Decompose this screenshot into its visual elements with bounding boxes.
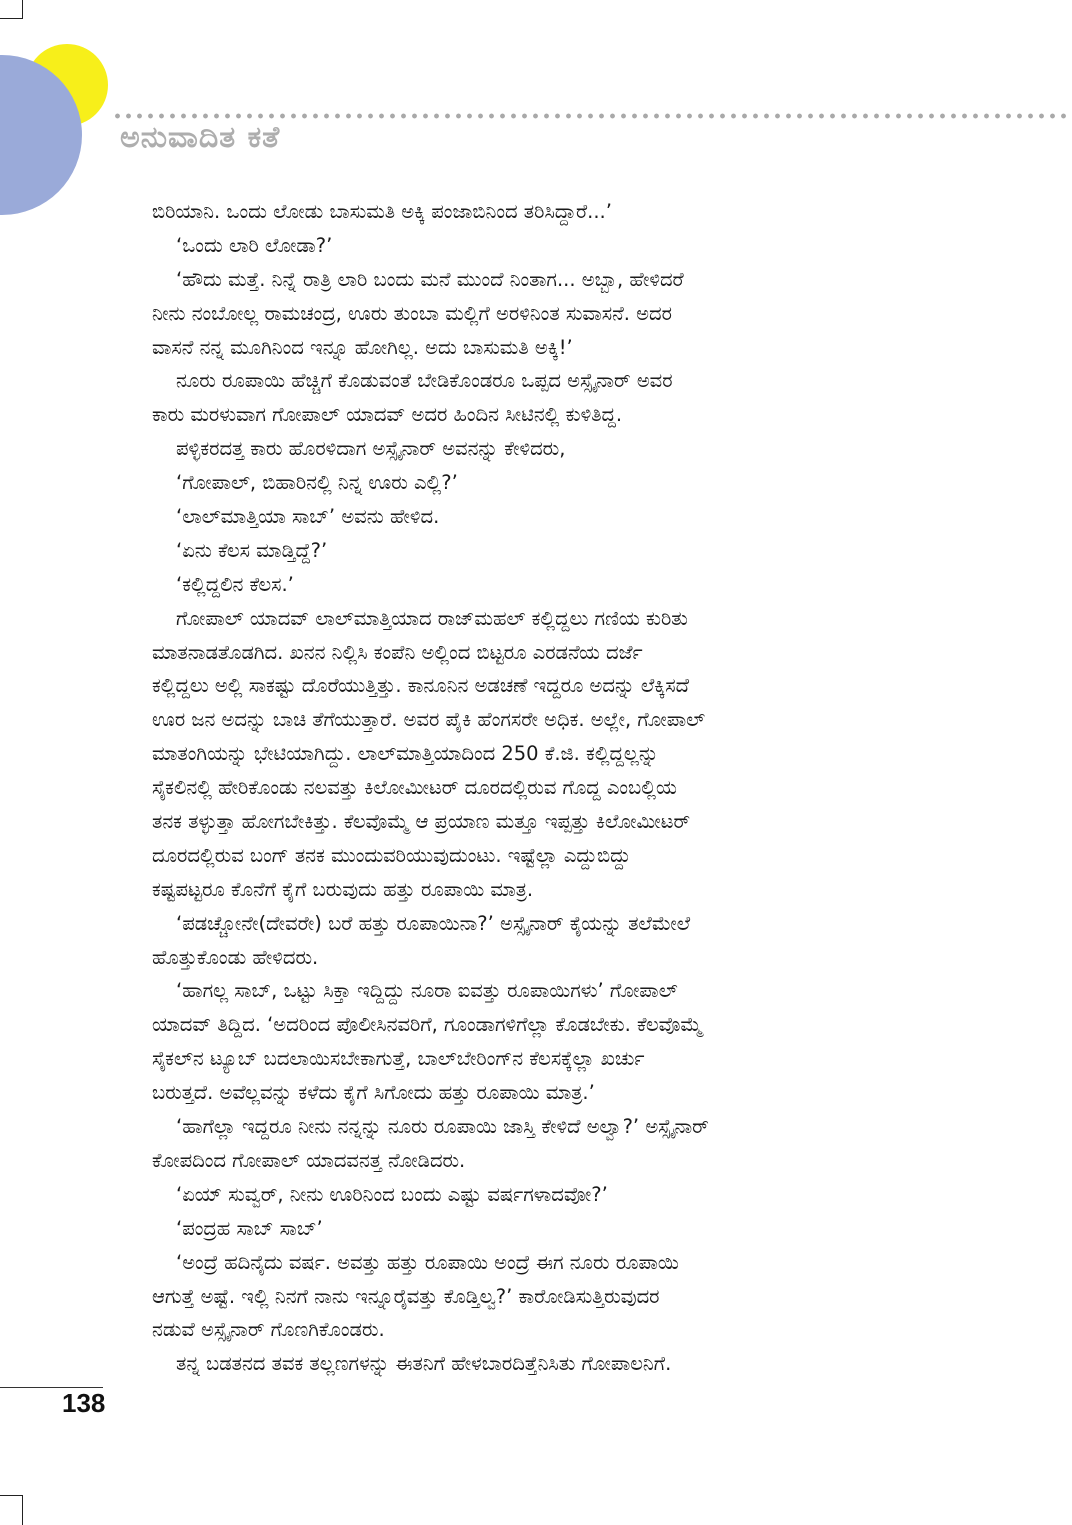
- story-text: [152, 195, 912, 1381]
- crop-mark-bottom-left: [0, 1495, 23, 1496]
- text-line: ‘ಪಡಚ್ಚೋನೇ(ದೇವರೇ) ಬರೆ ಹತ್ತು ರೂಪಾಯಿನಾ?’ ಅಸ್ಸೈನಾರ್ ಕೈಯನ್ನು ತಲೆಮೇಲೆ: [176, 911, 691, 935]
- text-line: ನೀನು ನಂಬೋಲ್ಲ ರಾಮಚಂದ್ರ, ಊರು ತುಂಬಾ ಮಲ್ಲಿಗೆ ಅರಳಿನಿಂತ ಸುವಾಸನೆ. ಅದರ: [152, 301, 672, 325]
- text-line: ‘ಹಾಗಲ್ಲ ಸಾಬ್, ಒಟ್ಟು ಸಿಕ್ತಾ ಇದ್ದಿದ್ದು ನೂರಾ ಐವತ್ತು ರೂಪಾಯಿಗಳು’ ಗೋಪಾಲ್: [176, 979, 678, 1003]
- text-line: ‘ಹೌದು ಮತ್ತೆ. ನಿನ್ನೆ ರಾತ್ರಿ ಲಾರಿ ಬಂದು ಮನೆ ಮುಂದೆ ನಿಂತಾಗ... ಅಬ್ಬಾ, ಹೇಳಿದರೆ: [176, 267, 684, 291]
- text-line: ‘ಒಂದು ಲಾರಿ ಲೋಡಾ?’: [176, 233, 333, 257]
- header-dotted-rule: [112, 113, 1072, 119]
- crop-mark-top-left: [22, 0, 23, 18]
- text-line: ಪಳ್ಳಿಕರದತ್ತ ಕಾರು ಹೊರಳಿದಾಗ ಅಸ್ಸೈನಾರ್ ಅವನನ್ನು ಕೇಳಿದರು,: [176, 437, 566, 461]
- text-line: ಸೈಕಲಿನಲ್ಲಿ ಹೇರಿಕೊಂಡು ನಲವತ್ತು ಕಿಲೋಮೀಟರ್ ದೂರದಲ್ಲಿರುವ ಗೊದ್ದ ಎಂಬಲ್ಲಿಯ: [152, 776, 677, 800]
- crop-mark-bottom-left: [22, 1495, 23, 1525]
- text-line: ‘ಅಂದ್ರೆ ಹದಿನೈದು ವರ್ಷ. ಅವತ್ತು ಹತ್ತು ರೂಪಾಯಿ ಅಂದ್ರೆ ಈಗ ನೂರು ರೂಪಾಯಿ: [176, 1250, 679, 1274]
- text-line: ಕಲ್ಲಿದ್ದಲು ಅಲ್ಲಿ ಸಾಕಷ್ಟು ದೊರೆಯುತ್ತಿತ್ತು. ಕಾನೂನಿನ ಅಡಚಣೆ ಇದ್ದರೂ ಅದನ್ನು ಲೆಕ್ಕಿಸದೆ: [152, 674, 690, 698]
- page-number: 138: [62, 1388, 106, 1418]
- text-line: ಬಿರಿಯಾನಿ. ಒಂದು ಲೋಡು ಬಾಸುಮತಿ ಅಕ್ಕಿ ಪಂಜಾಬಿನಿಂದ ತರಿಸಿದ್ದಾರೆ...’: [152, 200, 612, 223]
- crop-mark-top-left: [0, 18, 23, 19]
- text-line: ಯಾದವ್ ತಿದ್ದಿದ. ‘ಅದರಿಂದ ಪೊಲೀಸಿನವರಿಗೆ, ಗೂಂಡಾಗಳಿಗೆಲ್ಲಾ ಕೊಡಬೇಕು. ಕೆಲವೊಮ್ಮೆ: [152, 1013, 703, 1037]
- text-line: ದೂರದಲ್ಲಿರುವ ಬಂಗ್ ತನಕ ಮುಂದುವರಿಯುವುದುಂಟು. ಇಷ್ಟೆಲ್ಲಾ ಎದ್ದುಬಿದ್ದು: [152, 843, 631, 867]
- text-line: ‘ಹಾಗೆಲ್ಲಾ ಇದ್ದರೂ ನೀನು ನನ್ನನ್ನು ನೂರು ರೂಪಾಯಿ ಜಾಸ್ತಿ ಕೇಳಿದೆ ಅಲ್ವಾ?’ ಅಸ್ಸೈನಾರ್: [176, 1115, 709, 1139]
- text-line: ಮಾತನಾಡತೊಡಗಿದ. ಖನನ ನಿಲ್ಲಿಸಿ ಕಂಪೆನಿ ಅಲ್ಲಿಂದ ಬಿಟ್ಟರೂ ಎರಡನೆಯ ದರ್ಜೆ: [152, 640, 643, 664]
- section-title: ಅನುವಾದಿತ ಕತೆ: [120, 120, 281, 155]
- text-line: ನೂರು ರೂಪಾಯಿ ಹೆಚ್ಚಿಗೆ ಕೊಡುವಂತೆ ಬೇಡಿಕೊಂಡರೂ ಒಪ್ಪದ ಅಸ್ಸೈನಾರ್ ಅವರ: [176, 369, 673, 393]
- text-line: ಕಷ್ಟಪಟ್ಟರೂ ಕೊನೆಗೆ ಕೈಗೆ ಬರುವುದು ಹತ್ತು ರೂಪಾಯಿ ಮಾತ್ರ.: [152, 877, 534, 901]
- text-line: ‘ಏನು ಕೆಲಸ ಮಾಡ್ತಿದ್ದೆ?’: [176, 538, 328, 562]
- text-line: ಮಾತಂಗಿಯನ್ನು ಭೇಟಿಯಾಗಿದ್ದು. ಲಾಲ್‌ಮಾತ್ತಿಯಾದಿಂದ 250 ಕೆ.ಜಿ. ಕಲ್ಲಿದ್ದಲ್ಲನ್ನು: [152, 742, 659, 766]
- text-line: ‘ಏಯ್ ಸುವ್ವರ್, ನೀನು ಊರಿನಿಂದ ಬಂದು ಎಷ್ಟು ವರ್ಷಗಳಾದವೋ?’: [176, 1182, 608, 1206]
- text-line: ಹೊತ್ತುಕೊಂಡು ಹೇಳಿದರು.: [152, 945, 319, 969]
- text-line: ಬರುತ್ತದೆ. ಅವೆಲ್ಲವನ್ನು ಕಳೆದು ಕೈಗೆ ಸಿಗೋದು ಹತ್ತು ರೂಪಾಯಿ ಮಾತ್ರ.’: [152, 1081, 595, 1105]
- text-line: ‘ಕಲ್ಲಿದ್ದಲಿನ ಕೆಲಸ.’: [176, 572, 294, 596]
- text-line: ತನಕ ತಳ್ಳುತ್ತಾ ಹೋಗಬೇಕಿತ್ತು. ಕೆಲವೊಮ್ಮೆ ಆ ಪ್ರಯಾಣ ಮತ್ತೂ ಇಪ್ಪತ್ತು ಕಿಲೋಮೀಟರ್: [152, 810, 691, 834]
- text-line: ಕೋಪದಿಂದ ಗೋಪಾಲ್ ಯಾದವನತ್ತ ನೋಡಿದರು.: [152, 1148, 466, 1172]
- text-line: ‘ಪಂದ್ರಹ ಸಾಬ್ ಸಾಬ್’: [176, 1216, 323, 1240]
- text-line: ಕಾರು ಮರಳುವಾಗ ಗೋಪಾಲ್ ಯಾದವ್ ಅದರ ಹಿಂದಿನ ಸೀಟಿನಲ್ಲಿ ಕುಳಿತಿದ್ದ.: [152, 403, 623, 427]
- text-line: ಸೈಕಲ್‌ನ ಟ್ಯೂಬ್ ಬದಲಾಯಿಸಬೇಕಾಗುತ್ತೆ, ಬಾಲ್‌ಬೇರಿಂಗ್‌ನ ಕೆಲಸಕ್ಕೆಲ್ಲಾ ಖರ್ಚು: [152, 1047, 645, 1071]
- text-line: ನಡುವೆ ಅಸ್ಸೈನಾರ್ ಗೊಣಗಿಕೊಂಡರು.: [152, 1318, 385, 1342]
- text-line: ‘ಗೋಪಾಲ್, ಬಿಹಾರಿನಲ್ಲಿ ನಿನ್ನ ಊರು ಎಲ್ಲಿ?’: [176, 471, 458, 495]
- text-line: ‘ಲಾಲ್‌ಮಾತ್ತಿಯಾ ಸಾಬ್’ ಅವನು ಹೇಳಿದ.: [176, 505, 440, 529]
- text-line: ಊರ ಜನ ಅದನ್ನು ಬಾಚಿ ತೆಗೆಯುತ್ತಾರೆ. ಅವರ ಪೈಕಿ ಹೆಂಗಸರೇ ಅಧಿಕ. ಅಲ್ಲೇ, ಗೋಪಾಲ್: [152, 708, 706, 732]
- text-line: ಆಗುತ್ತೆ ಅಷ್ಟೆ. ಇಲ್ಲಿ ನಿನಗೆ ನಾನು ಇನ್ನೂರೈವತ್ತು ಕೊಡ್ತಿಲ್ವ?’ ಕಾರೋಡಿಸುತ್ತಿರುವುದರ: [152, 1284, 660, 1308]
- text-line: ತನ್ನ ಬಡತನದ ತವಕ ತಲ್ಲಣಗಳನ್ನು ಈತನಿಗೆ ಹೇಳಬಾರದಿತ್ತೆನಿಸಿತು ಗೋಪಾಲನಿಗೆ.: [176, 1352, 672, 1376]
- text-line: ಗೋಪಾಲ್ ಯಾದವ್ ಲಾಲ್‌ಮಾತ್ತಿಯಾದ ರಾಜ್‌ಮಹಲ್ ಕಲ್ಲಿದ್ದಲು ಗಣಿಯ ಕುರಿತು: [176, 606, 688, 630]
- text-line: ವಾಸನೆ ನನ್ನ ಮೂಗಿನಿಂದ ಇನ್ನೂ ಹೋಗಿಲ್ಲ. ಅದು ಬಾಸುಮತಿ ಅಕ್ಕಿ!’: [152, 335, 573, 359]
